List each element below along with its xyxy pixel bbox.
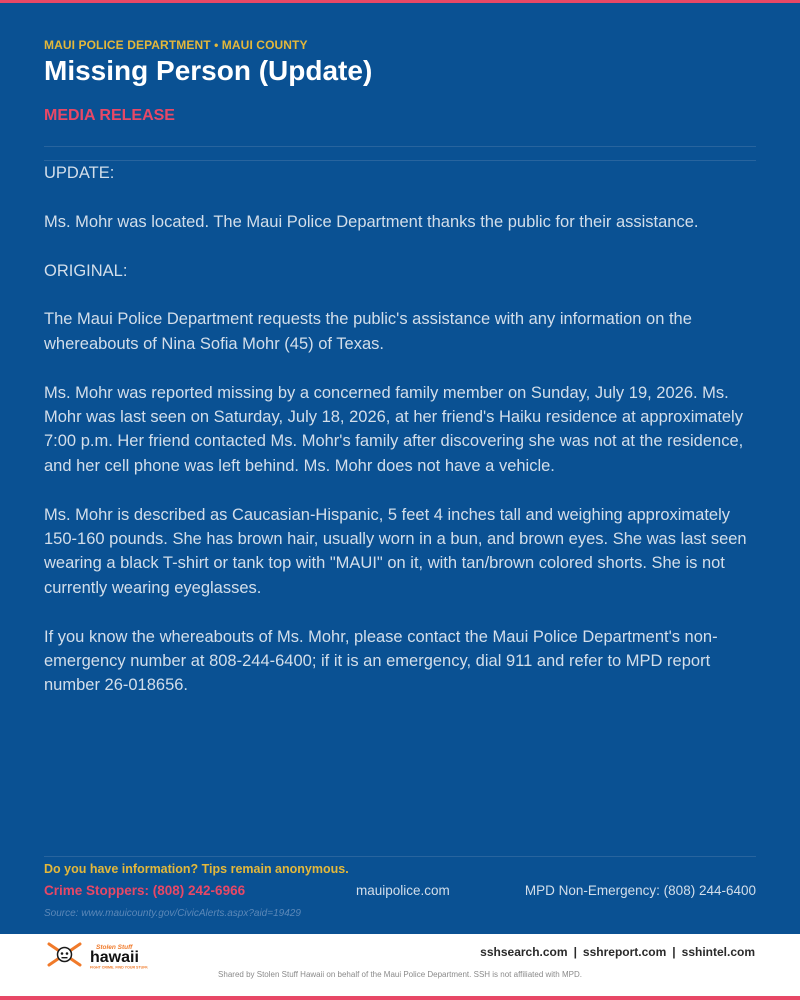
svg-text:FIGHT CRIME. FIND YOUR STUFF.: FIGHT CRIME. FIND YOUR STUFF. [90, 965, 149, 970]
contact-row [44, 883, 756, 901]
sshintel-link[interactable]: sshintel.com [681, 945, 755, 959]
release-body [44, 161, 756, 722]
divider [44, 856, 756, 857]
tips-prompt: Do you have information? Tips remain anonymous. [44, 862, 349, 876]
release-panel [0, 3, 800, 934]
body-paragraph: Ms. Mohr was reported missing by a concerned family member on Sunday, July 19, 2026. Ms. Mohr was last seen on Saturday, July 18, 2026, at her friend's Haiku residence at approximately 7:00 p.m. Her friend contacted Ms. Mohr's family after discovering she was not at the residence, and her cell phone was left behind. Ms. Mohr does not have a vehicle. [44, 383, 744, 475]
link-separator: | [573, 945, 577, 959]
disclaimer: Shared by Stolen Stuff Hawaii on behalf of the Maui Police Department. SSH is not affiliated with MPD. [218, 970, 582, 979]
non-emergency-phone: MPD Non-Emergency: (808) 244-6400 [524, 883, 756, 898]
body-paragraph: Ms. Mohr is described as Caucasian-Hispanic, 5 feet 4 inches tall and weighing approximately 150-160 pounds. She has brown hair, usually worn in a bun, and brown eyes. She was last seen wearing a black T-shirt or tank top with "MAUI" on it, with tan/brown colored shorts. She is not currently wearing eyeglasses. [44, 505, 747, 597]
link-separator: | [672, 945, 676, 959]
source-link[interactable]: Source: www.mauicounty.gov/CivicAlerts.aspx?aid=19429 [44, 908, 301, 919]
svg-text:hawaii: hawaii [90, 949, 139, 966]
sshsearch-link[interactable]: sshsearch.com [480, 945, 568, 959]
page-title: Missing Person (Update) [44, 55, 373, 86]
body-paragraph: UPDATE: [44, 164, 115, 182]
crime-stoppers-phone: Crime Stoppers: (808) 242-6966 [44, 883, 246, 898]
body-paragraph: Ms. Mohr was located. The Maui Police Department thanks the public for their assistance. [44, 212, 699, 231]
agency-label: MAUI POLICE DEPARTMENT • MAUI COUNTY [44, 38, 308, 52]
body-paragraph: The Maui Police Department requests the public's assistance with any information on the whereabouts of Nina Sofia Mohr (45) of Texas. [44, 310, 692, 353]
footer-links [480, 945, 755, 959]
body-paragraph: ORIGINAL: [44, 261, 128, 280]
bottom-accent-bar [0, 996, 800, 1000]
sshreport-link[interactable]: sshreport.com [582, 945, 667, 959]
crossed-bats-icon [49, 944, 80, 965]
body-paragraph: If you know the whereabouts of Ms. Mohr, please contact the Maui Police Department's non-emergency number at 808-244-6400; if it is an emergency, dial 911 and refer to MPD report number 26-018656. [44, 627, 718, 695]
release-type-label: MEDIA RELEASE [44, 107, 175, 124]
svg-text:Stolen Stuff: Stolen Stuff [96, 944, 133, 951]
website-link[interactable]: mauipolice.com [356, 883, 450, 898]
divider [44, 146, 756, 147]
footer [0, 934, 800, 996]
stolen-stuff-hawaii-logo [46, 940, 156, 970]
